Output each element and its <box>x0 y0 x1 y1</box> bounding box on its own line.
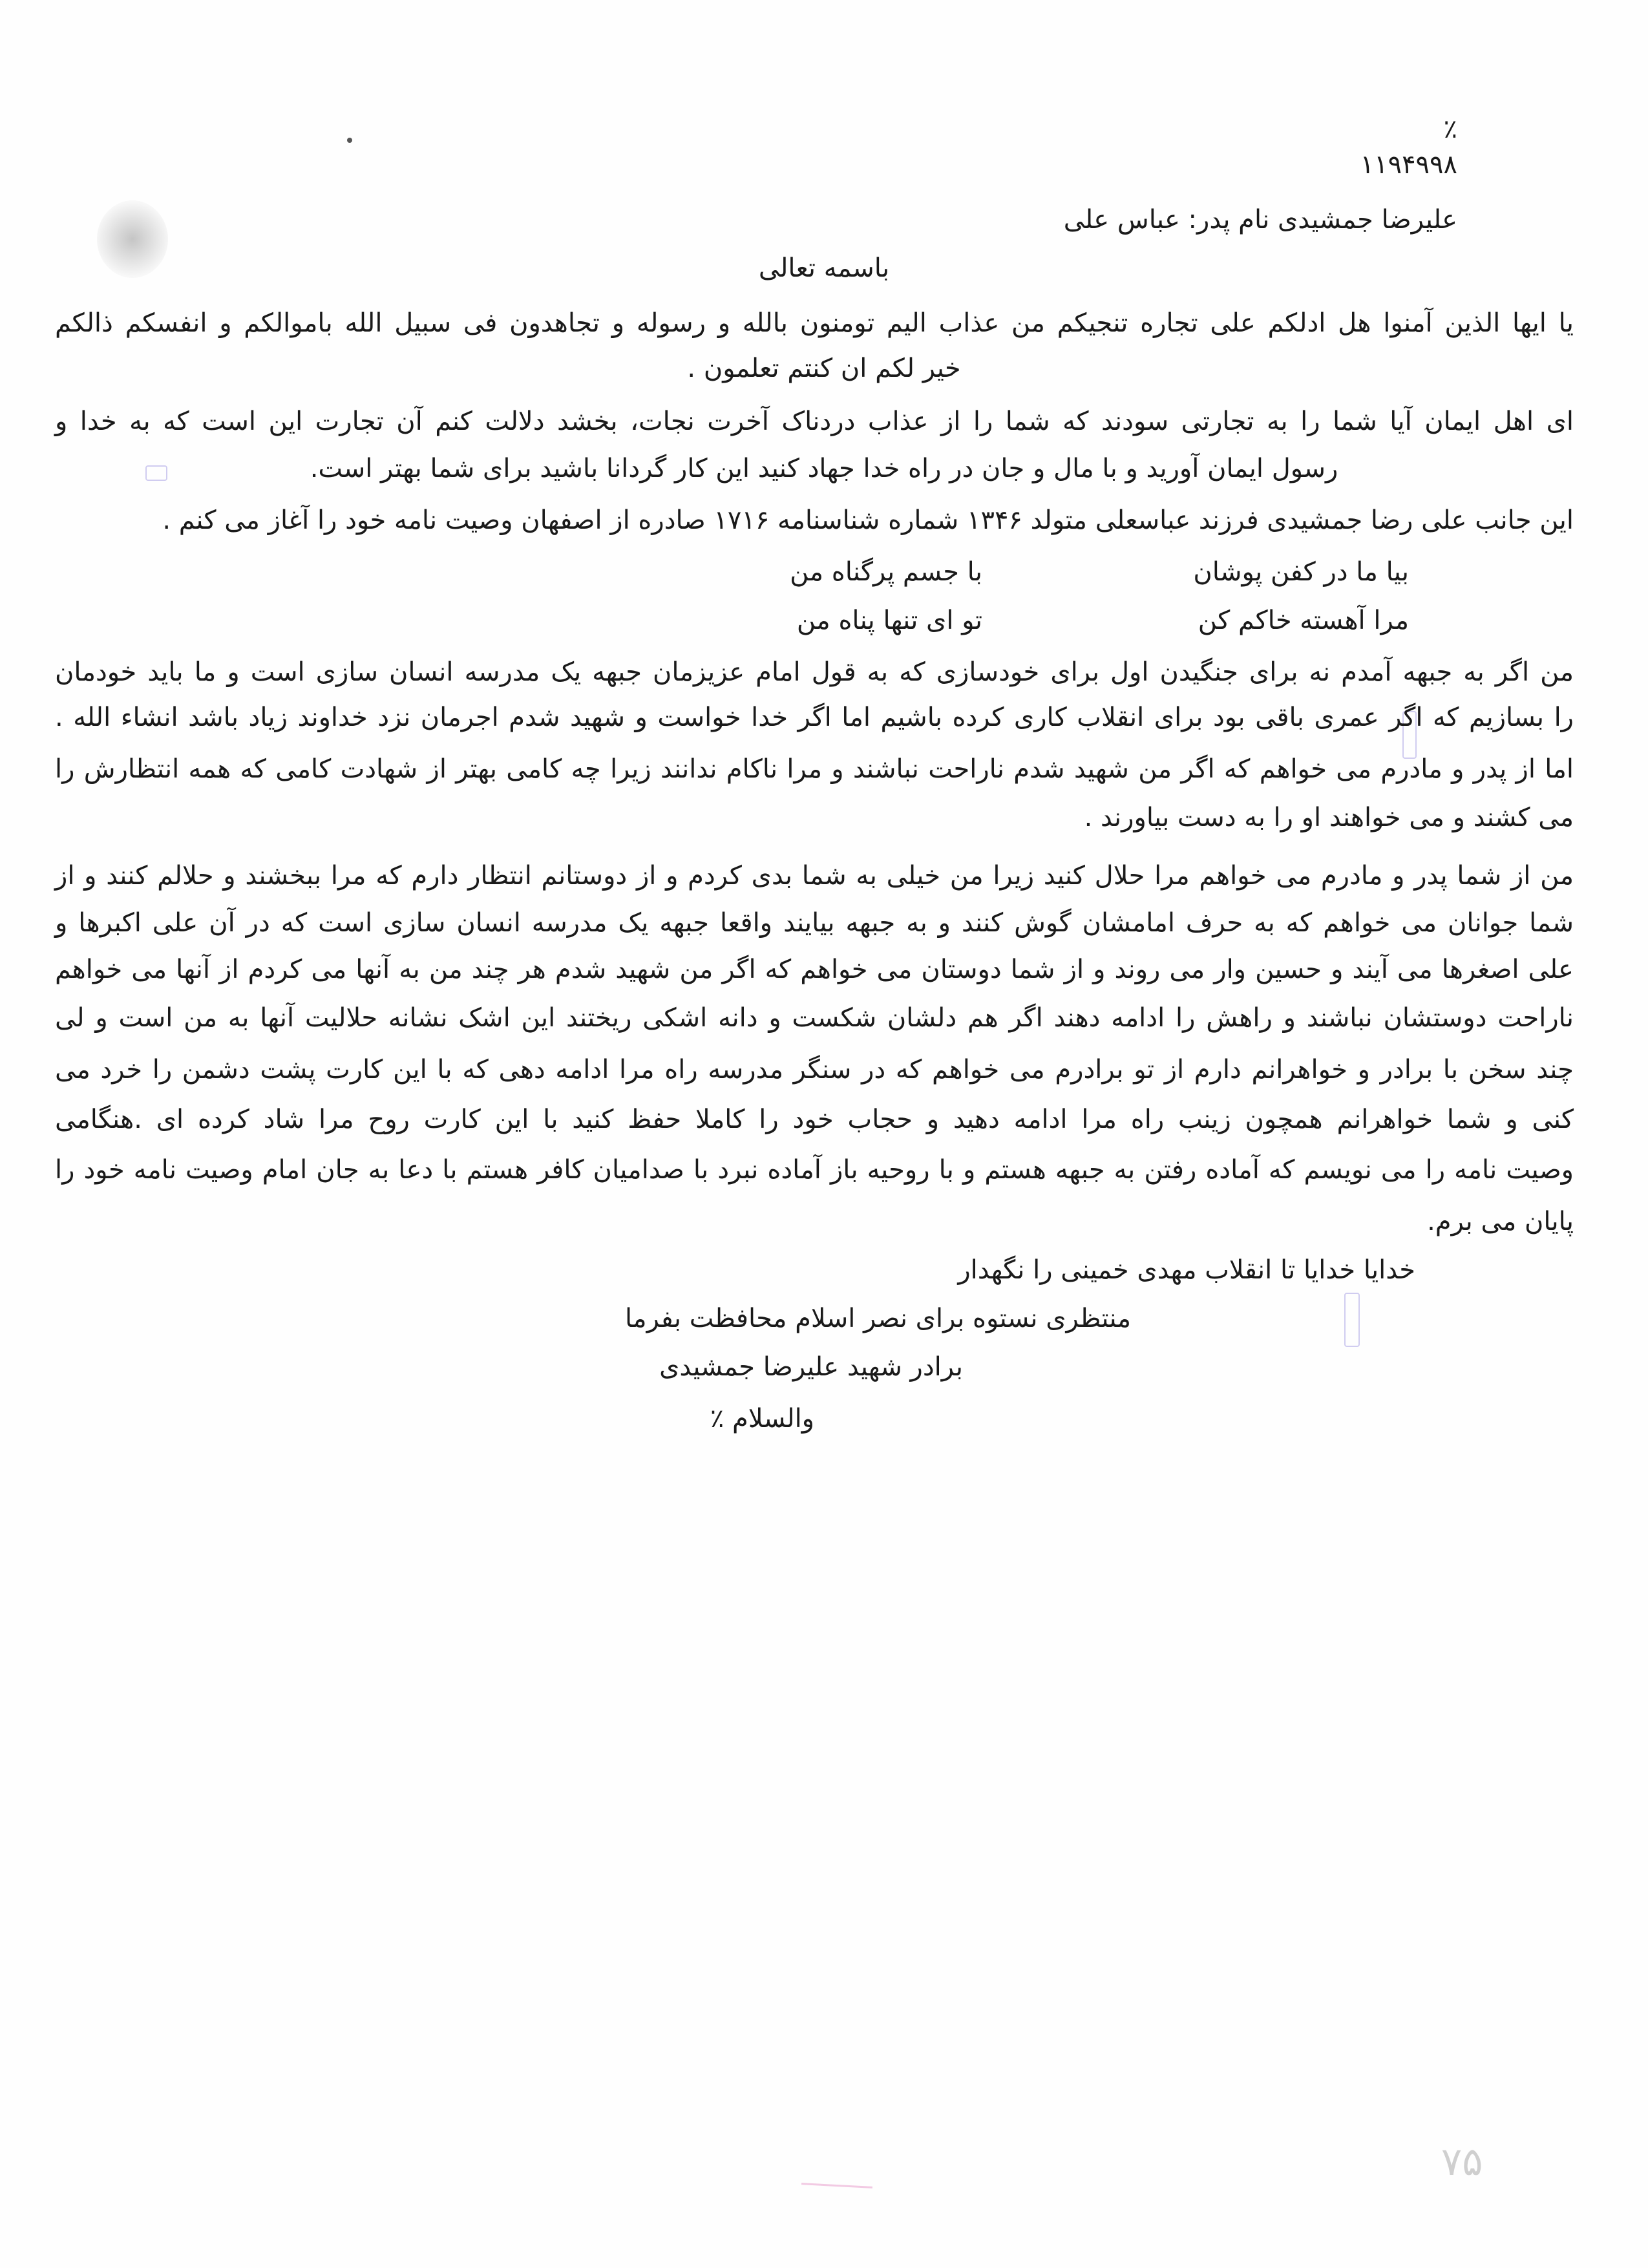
text-line: ای اهل ایمان آیا شما را به تجارتی سودند که شما را از عذاب دردناک آخرت نجات، بخشد دلالت کنم آن تجارت این است که به خدا و <box>55 407 1574 436</box>
page-title: باسمه تعالی <box>758 253 890 283</box>
body-line: ناراحت دوستشان نباشند و راهش را ادامه دهند اگر هم دلشان شکست و دانه اشکی ریختند این اشک نشانه حلالیت آنها به من است و لی <box>55 1003 1574 1033</box>
document-number: ۱۱۹۴۹۹۸ <box>1360 150 1457 180</box>
pink-mark <box>801 2183 872 2189</box>
closing-line: برادر شهید علیرضا جمشیدی <box>659 1352 963 1382</box>
poem-left-2: تو ای تنها پناه من <box>796 606 982 635</box>
text-line: این جانب علی رضا جمشیدی فرزند عباسعلی متولد ۱۳۴۶ شماره شناسنامه ۱۷۱۶ صادره از اصفهان وصیت نامه خود را آغاز می کنم . <box>162 505 1574 535</box>
ink-dot <box>347 138 352 143</box>
closing-line: منتظری نستوه برای نصر اسلام محافظت بفرما <box>624 1304 1131 1333</box>
text-line: یا ایها الذین آمنوا هل ادلکم علی تجاره تنجیکم من عذاب الیم تومنون بالله و رسوله و تجاهدون فی سبیل الله باموالکم و انفسکم ذالکم <box>55 308 1574 338</box>
body-line: من اگر به جبهه آمدم نه برای جنگیدن اول برای خودسازی که به قول امام عزیزمان جبهه یک مدرسه انسان سازی است و ما باید خودمان <box>55 657 1574 687</box>
body-line: می کشند و می خواهند او را به دست بیاورند . <box>1084 803 1574 832</box>
faint-stamp: ۷۵ <box>1441 2139 1483 2185</box>
body-line: چند سخن با برادر و خواهرانم دارم از تو برادرم می خواهم که در سنگر مدرسه راه مرا ادامه دهی که با این کارت پشت دشمن را خرد می <box>55 1055 1574 1085</box>
body-line: کنی و شما خواهرانم همچون زینب راه مرا ادامه دهید و حجاب خود را کاملا حفظ کنید با این کارت روح مرا شاد کرده ای .هنگامی <box>55 1105 1574 1134</box>
name-line: علیرضا جمشیدی نام پدر: عباس علی <box>1063 205 1457 235</box>
poem-right-1: بیا ما در کفن پوشان <box>1193 557 1409 587</box>
text-line: رسول ایمان آورید و با مال و جان در راه خدا جهاد کنید این کار گردانا باشید برای شما بهتر است. <box>310 454 1338 483</box>
body-line: اما از پدر و مادرم می خواهم که اگر من شهید شدم ناراحت نباشند و مرا ناکام ندانند زیرا چه کامی بهتر از شهادت کامی که همه انتظارش را <box>55 754 1574 784</box>
text-line: خیر لکم ان کنتم تعلمون . <box>687 354 961 383</box>
body-line: پایان می برم. <box>1427 1207 1574 1236</box>
body-line: را بسازیم که اگر عمری باقی بود برای انقلاب کاری کرده باشیم اما اگر خدا خواست و شهید شدم اجرمان نزد خداوند زیاد باشد انشاء الله . <box>55 703 1574 732</box>
body-line: شما جوانان می خواهم که به حرف امامشان گوش کنند و به جبهه بیایند واقعا جبهه یک مدرسه انسان سازی است که در آن علی اکبرها و <box>55 908 1574 938</box>
closing-line: والسلام ٪ <box>710 1404 814 1434</box>
header-mark: ٪ <box>1443 114 1457 144</box>
body-line: من از شما پدر و مادرم می خواهم مرا حلال کنید زیرا من خیلی به شما بدی کردم و از دوستانم انتظار دارم که مرا ببخشند و حلالم کنند و از <box>55 861 1574 891</box>
pen-mark <box>1344 1293 1360 1347</box>
poem-left-1: با جسم پرگناه من <box>790 557 982 587</box>
body-line: وصیت نامه را می نویسم که آماده رفتن به جبهه هستم و با روحیه باز آماده نبرد با صدامیان کافر هستم با دعا به جان امام وصیت نامه خود را <box>55 1155 1574 1185</box>
closing-line: خدایا خدایا تا انقلاب مهدی خمینی را نگهدار <box>958 1255 1415 1285</box>
poem-right-2: مرا آهسته خاکم کن <box>1198 606 1409 635</box>
body-line: علی اصغرها می آیند و حسین وار می روند و از شما دوستان می خواهم که اگر من شهید شدم هر چند من به آنها می کردم از آنها می خواهم <box>55 955 1574 984</box>
